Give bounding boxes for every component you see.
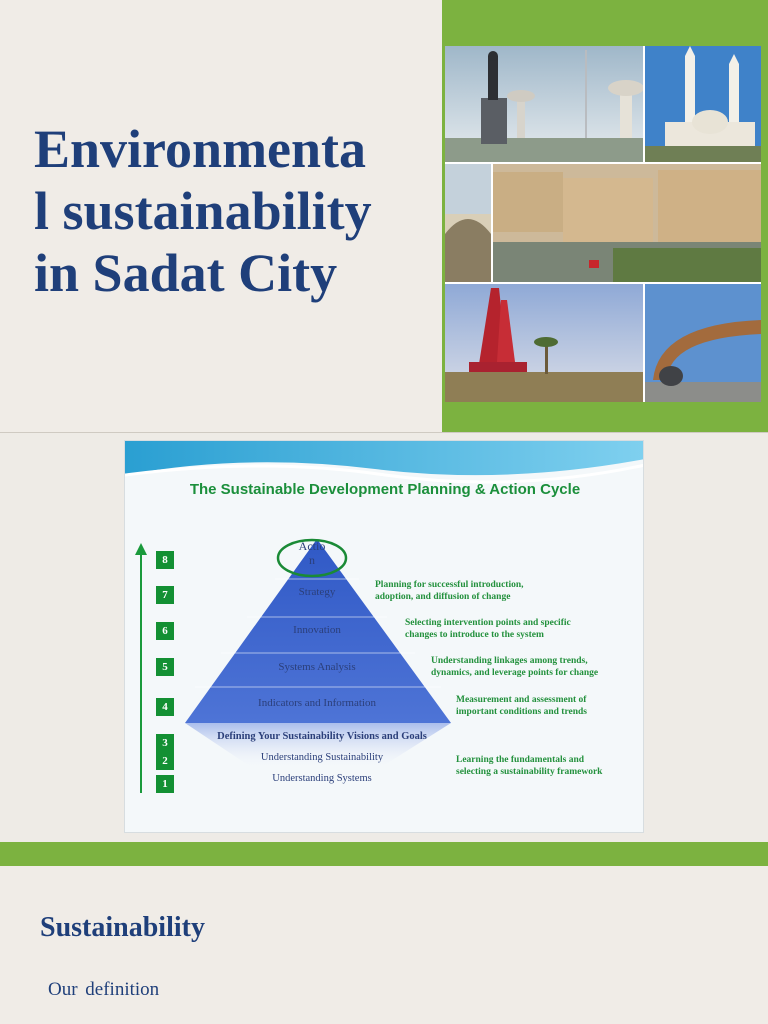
level-label-understanding-systems: Understanding Systems [272,773,372,784]
level-number-1: 1 [156,775,174,793]
level-desc-systems-analysis: Understanding linkages among trends, dynamics, and leverage points for change [431,656,599,678]
photo-arch-detail [445,164,491,282]
level-number-2: 2 [156,752,174,770]
green-stripe [0,842,768,866]
level-label-action: Actio n [298,539,326,567]
level-label-strategy: Strategy [298,586,336,598]
photo-apartment-buildings [493,164,761,282]
photo-statue-water-towers [445,46,643,162]
slide-divider [0,432,768,433]
level-number-4: 4 [156,698,174,716]
cycle-heading: The Sustainable Development Planning & Action Cycle [189,481,581,498]
level-desc-indicators: Measurement and assessment of important conditions and trends [456,695,588,717]
level-label-indicators: Indicators and Information [258,697,376,709]
level-desc-innovation: Selecting intervention points and specific changes to introduce to the system [405,618,571,640]
title-slide [0,0,768,432]
photo-gate-arch [645,284,761,402]
level-number-5: 5 [156,658,174,676]
sustainability-slide [0,866,768,1024]
photo-collage [445,46,761,402]
level-label-understanding-sustainability: Understanding Sustainability [260,752,384,763]
level-label-innovation: Innovation [293,624,341,636]
slide-title: Environmenta l sustainability in Sadat City [34,119,372,303]
level-number-8: 8 [156,551,174,569]
level-number-6: 6 [156,622,174,640]
level-label-visions-goals: Defining Your Sustainability Visions and Goals [217,731,427,742]
definition-subtitle: Our definition [48,979,160,1000]
level-desc-strategy: Planning for successful introduction, adoption, and diffusion of change [375,580,524,602]
level-label-systems-analysis: Systems Analysis [278,661,356,673]
level-number-3: 3 [156,734,174,752]
action-cycle-slide [124,440,644,833]
level-desc-fundamentals: Learning the fundamentals and selecting a sustainability framework [456,755,603,777]
level-number-7: 7 [156,586,174,604]
photo-mosque [645,46,761,162]
photo-red-monument [445,284,643,402]
sustainability-title: Sustainability [40,912,205,943]
